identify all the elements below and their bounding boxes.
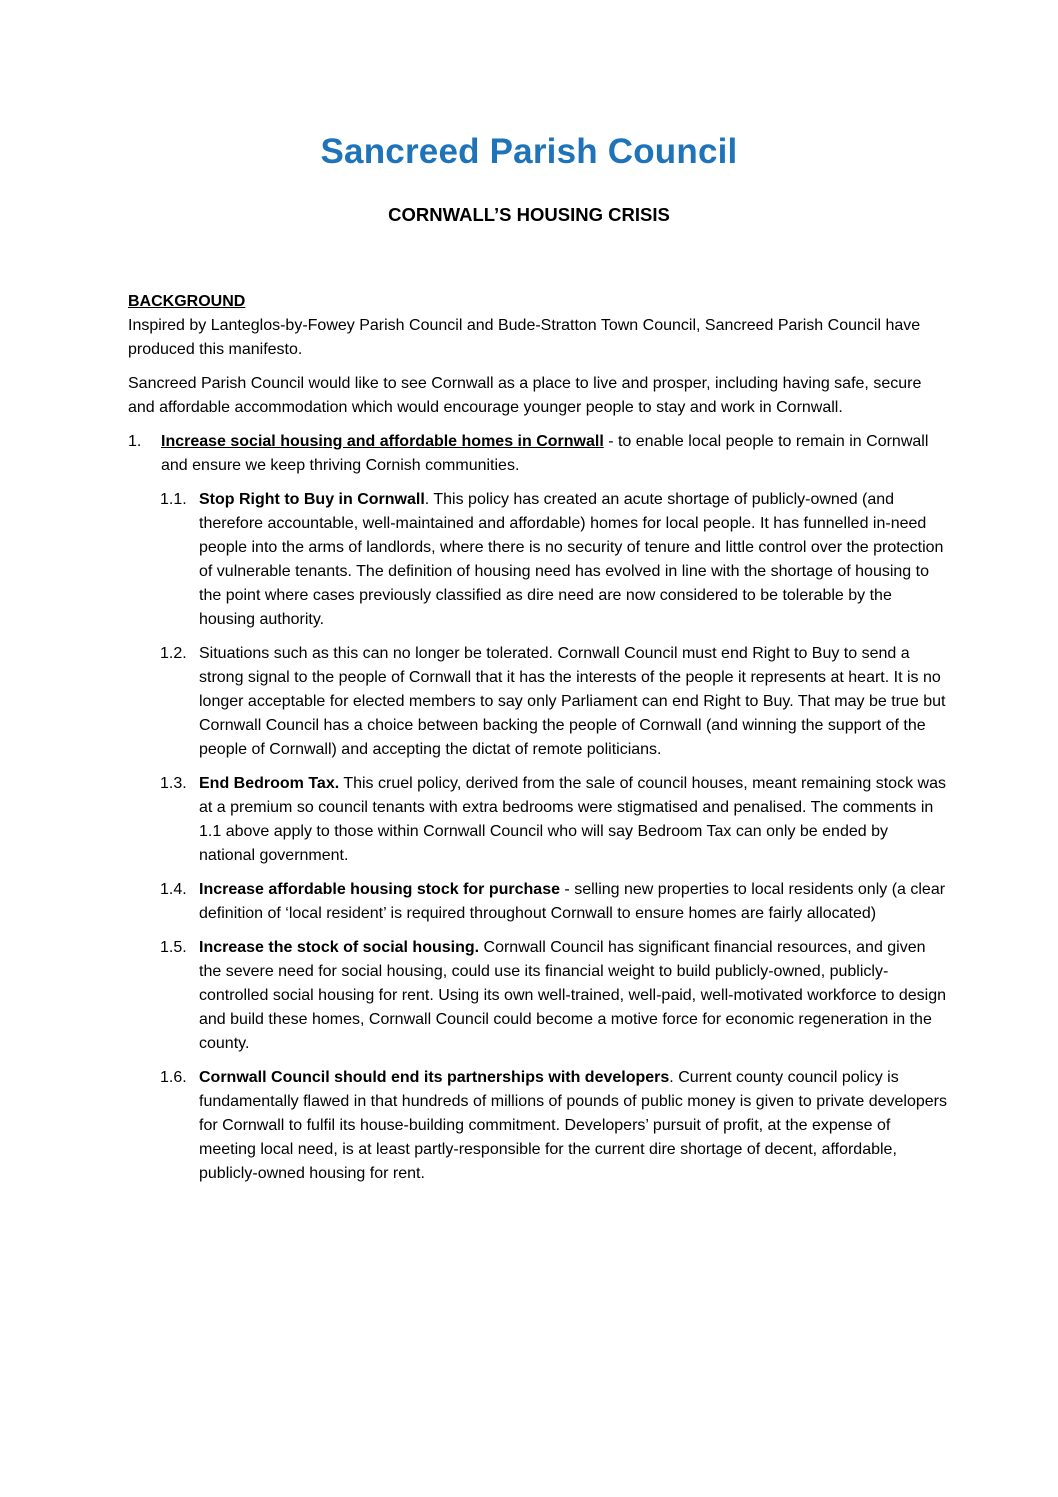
list-item-heading: Stop Right to Buy in Cornwall	[199, 491, 425, 508]
page-title: Sancreed Parish Council	[320, 132, 738, 171]
section-1-body: - to enable local people to remain in Cornwall and ensure we keep thriving Cornish communities.	[161, 433, 929, 474]
list-item-number: 1.3.	[160, 775, 187, 792]
section-1-heading: Increase social housing and affordable homes in Cornwall	[161, 433, 604, 450]
list-item-heading: Increase the stock of social housing.	[199, 939, 480, 956]
list-item-text: . This policy has created an acute shortage of publicly-owned (and therefore accountable, well-maintained and affordable) homes for local people. It has funnelled in-need people into the arms of landlords, where there is no security of tenure and little control over the protection of vulnerable tenants. The definition of housing need has evolved in line with the shortage of housing to the point where cases previously classified as dire need are now considered to be tolerable by the housing authority.	[199, 491, 944, 628]
background-paragraph-2: Sancreed Parish Council would like to see Cornwall as a place to live and prosper, including having safe, secure and affordable accommodation which would encourage younger people to stay and work in Cornwall.	[128, 375, 922, 416]
list-item-number: 1.4.	[160, 881, 187, 898]
section-1	[128, 430, 948, 478]
list-item-number: 1.1.	[160, 491, 187, 508]
background-heading: BACKGROUND	[128, 293, 246, 310]
background-paragraph-1: Inspired by Lanteglos-by-Fowey Parish Council and Bude-Stratton Town Council, Sancreed Parish Council have produced this manifesto.	[128, 317, 921, 358]
list-item	[160, 936, 948, 1056]
list-item-text: This cruel policy, derived from the sale of council houses, meant remaining stock was at a premium so council tenants with extra bedrooms were stigmatised and penalised. The comments in 1.1 above apply to those within Cornwall Council who will say Bedroom Tax can only be ended by national government.	[199, 775, 946, 864]
list-item	[160, 488, 948, 632]
document-body	[128, 290, 948, 1196]
page-subtitle: CORNWALL’S HOUSING CRISIS	[388, 204, 670, 225]
list-item-number: 1.5.	[160, 939, 187, 956]
list-item	[160, 772, 948, 868]
list-item-text: . Current county council policy is fundamentally flawed in that hundreds of millions of pounds of public money is given to private developers for Cornwall to fulfil its house-building commitment. Developers’ pursuit of profit, at the expense of meeting local need, is at least partly-responsible for the current dire shortage of decent, affordable, publicly-owned housing for rent.	[199, 1069, 947, 1182]
list-item-heading: Cornwall Council should end its partnerships with developers	[199, 1069, 670, 1086]
list-item-number: 1.6.	[160, 1069, 187, 1086]
list-item-heading: End Bedroom Tax.	[199, 775, 340, 792]
list-item	[160, 1066, 948, 1186]
list-item-text: - selling new properties to local residents only (a clear definition of ‘local resident’ is required throughout Cornwall to ensure homes are fairly allocated)	[199, 881, 946, 922]
list-item-number: 1.2.	[160, 645, 187, 662]
list-item-heading: Increase affordable housing stock for purchase	[199, 881, 560, 898]
section-1-number: 1.	[128, 433, 142, 450]
list-item-text: Situations such as this can no longer be tolerated. Cornwall Council must end Right to Buy to send a strong signal to the people of Cornwall that it has the interests of the people it represents at heart. It is no longer acceptable for elected members to say only Parliament can end Right to Buy. That may be true but Cornwall Council has a choice between backing the people of Cornwall (and winning the support of the people of Cornwall) and accepting the dictat of remote politicians.	[199, 645, 946, 758]
section-1-text	[161, 430, 948, 478]
list-item	[160, 878, 948, 926]
list-item	[160, 642, 948, 762]
list-item-text: Cornwall Council has significant financial resources, and given the severe need for social housing, could use its financial weight to build publicly-owned, publicly-controlled social housing for rent. Using its own well-trained, well-paid, well-motivated workforce to design and build these homes, Cornwall Council could become a motive force for economic regeneration in the county.	[199, 939, 947, 1052]
